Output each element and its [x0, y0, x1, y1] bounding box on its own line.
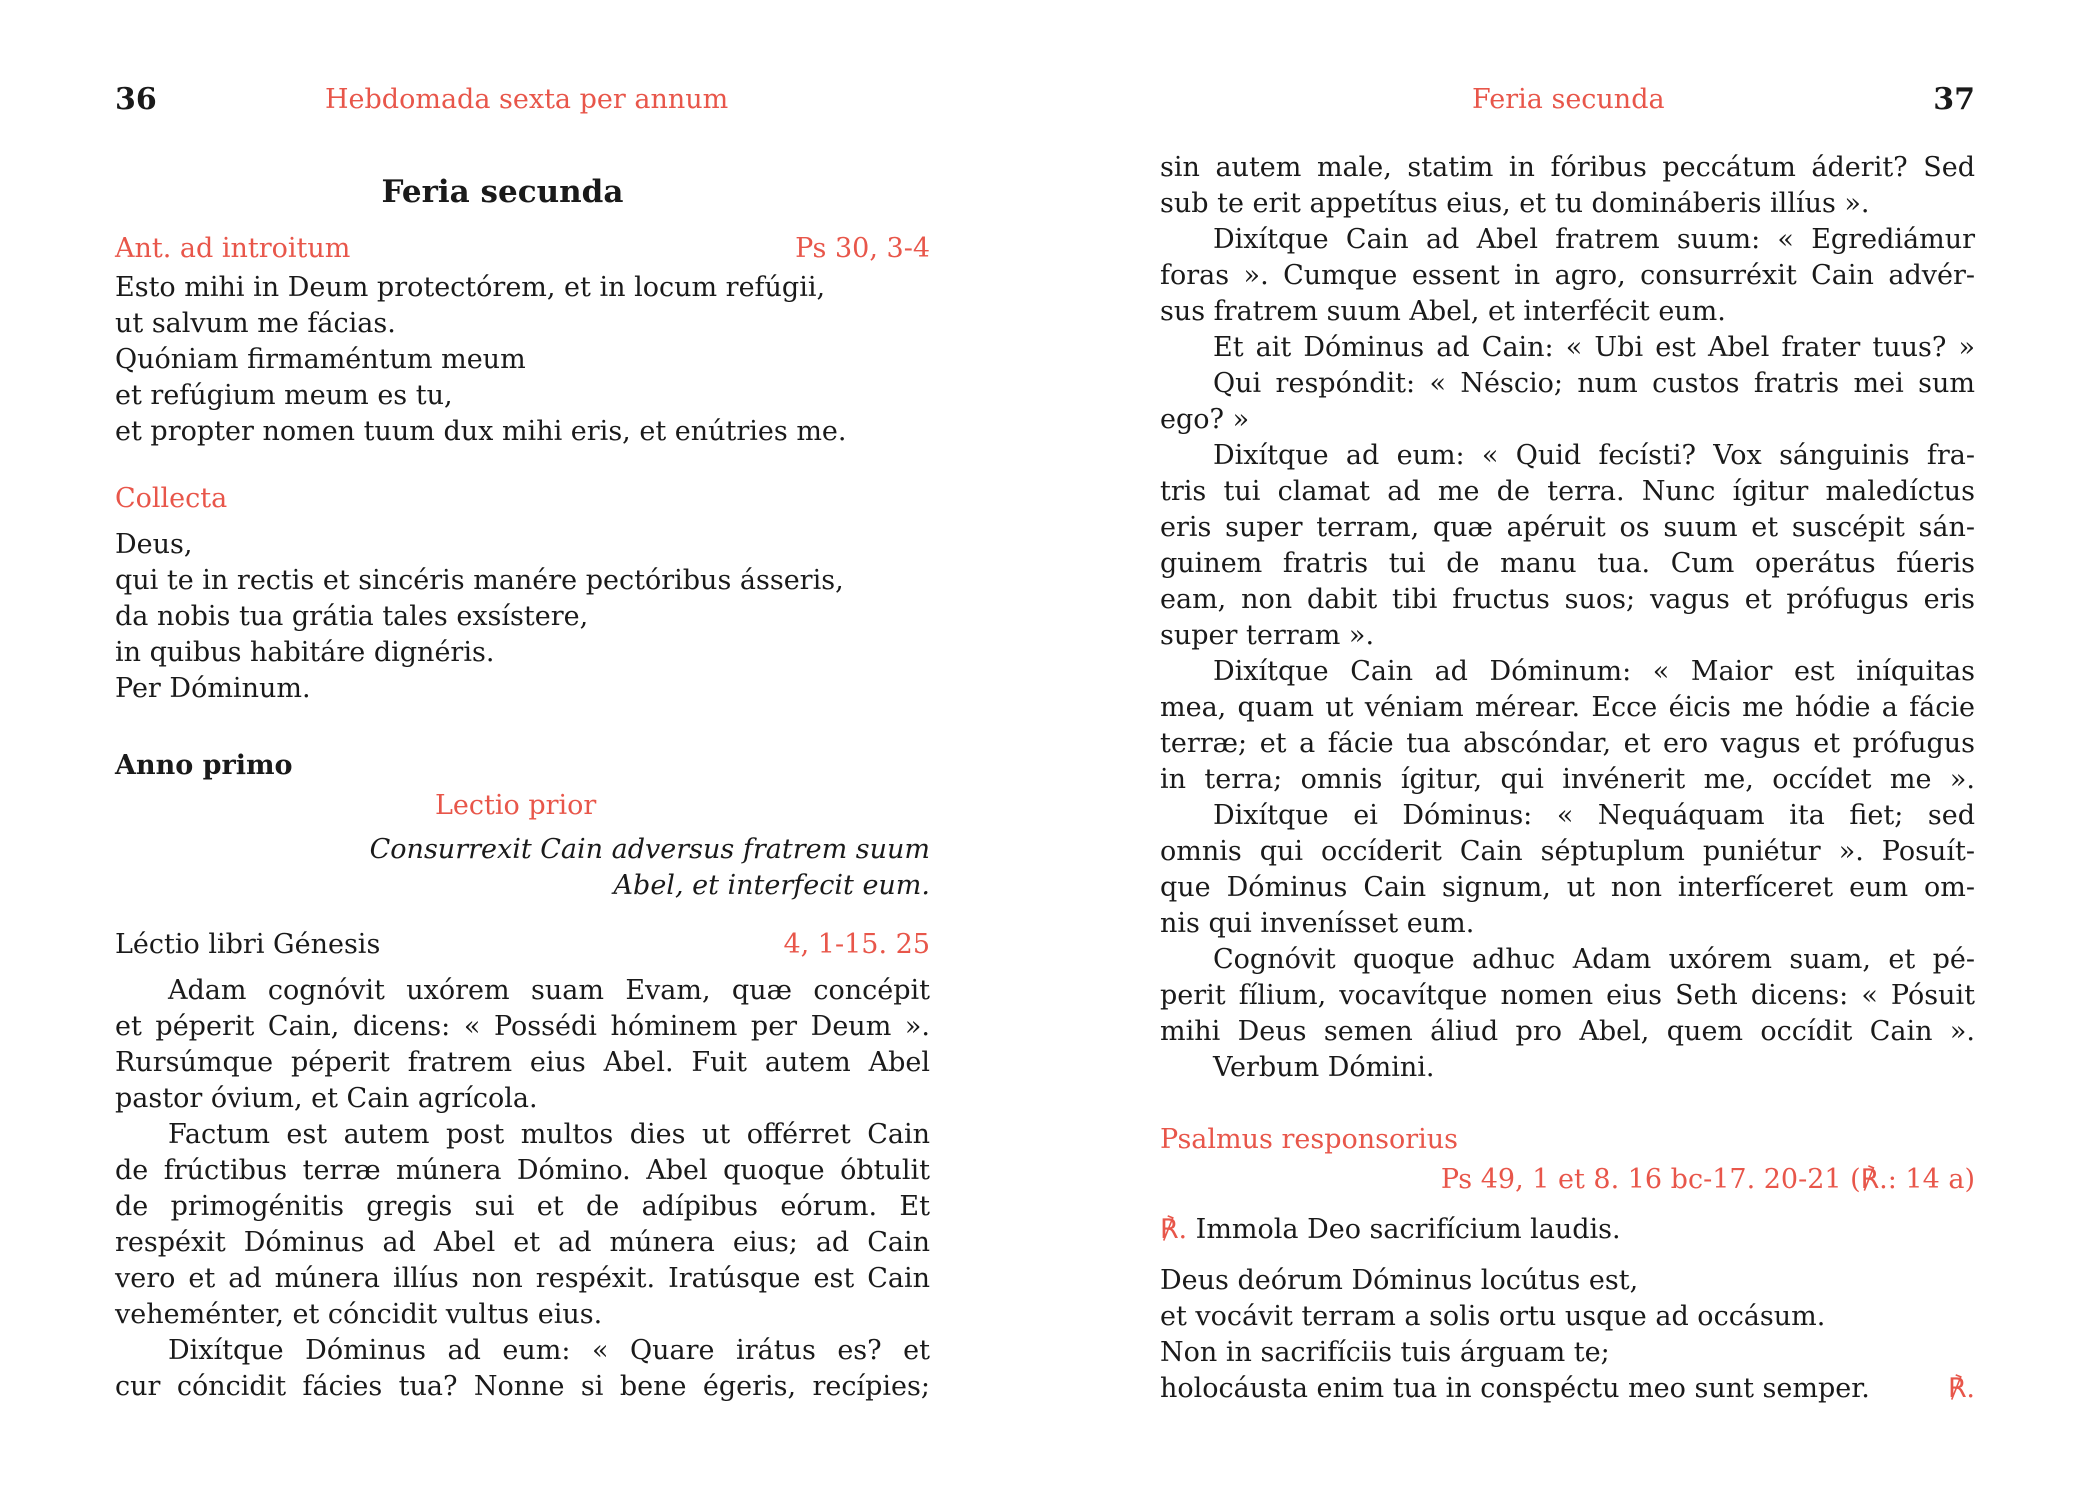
summary-line: Abel, et interfecit eum.: [613, 870, 930, 901]
reading-line: guinem fratris tui de manu tua. Cum operátus fúeris: [1160, 548, 1975, 579]
reading-continuation: [1160, 150, 1975, 1086]
reading-line: Dixítque ei Dóminus: « Nequáquam ita fiet; sed: [1213, 800, 1975, 831]
introit-label: Ant. ad introitum: [115, 233, 351, 264]
right-page-header: [1160, 82, 1975, 122]
reading-line: perit fílium, vocavítque nomen eius Seth dicens: « Pósuit: [1160, 980, 1975, 1011]
reading-line: Et ait Dóminus ad Cain: « Ubi est Abel frater tuus? »: [1213, 332, 1975, 363]
collect-line: qui te in rectis et sincéris manére pectóribus ásseris,: [115, 565, 844, 596]
introit-text: [115, 270, 930, 450]
reading-line: eam, non dabit tibi fructus suos; vagus et prófugus eris: [1160, 584, 1975, 615]
reading-line: Dixítque Cain ad Abel fratrem suum: « Egrediámur: [1213, 224, 1975, 255]
reading-line: Adam cognóvit uxórem suam Evam, quæ concépit: [168, 975, 930, 1006]
reading-line: vero et ad múnera illíus non respéxit. Iratúsque est Cain: [115, 1263, 930, 1294]
reading-heading: [115, 927, 930, 963]
reading-line: tris tui clamat ad me de terra. Nunc ígitur maledíctus: [1160, 476, 1975, 507]
reading-text: [115, 973, 930, 1405]
reading-line: eris super terram, quæ apéruit os suum et suscépit sán-: [1160, 512, 1975, 543]
page-number: 36: [115, 82, 157, 117]
introit-reference: Ps 30, 3-4: [795, 233, 930, 264]
reading-line: Rursúmque péperit fratrem eius Abel. Fuit autem Abel: [115, 1047, 930, 1078]
psalm-last-line: [1160, 1371, 1975, 1407]
collect-label: Collecta: [115, 483, 228, 514]
reading-line: Dixítque Cain ad Dóminum: « Maior est iníquitas: [1213, 656, 1975, 687]
reading-line: super terram ».: [1160, 620, 1375, 651]
reading-line: respéxit Dóminus ad Abel et ad múnera eius; ad Cain: [115, 1227, 930, 1258]
psalm-line: Non in sacrifíciis tuis árguam te;: [1160, 1337, 1610, 1368]
psalm-verses: [1160, 1263, 1975, 1407]
reading-summary: [115, 832, 930, 904]
reading-line: mihi Deus semen áliud pro Abel, quem occídit Cain ».: [1160, 1016, 1975, 1047]
response-text: Immola Deo sacrifícium laudis.: [1195, 1214, 1621, 1245]
introit-line: et propter nomen tuum dux mihi eris, et enútries me.: [115, 416, 847, 447]
day-title: Feria secunda: [381, 174, 624, 210]
psalm-response: [1160, 1212, 1975, 1248]
book-title: Léctio libri Génesis: [115, 929, 381, 960]
introit-line: Quóniam firmaméntum meum: [115, 344, 526, 375]
introit-line: et refúgium meum es tu,: [115, 380, 453, 411]
reading-line: Dixítque ad eum: « Quid fecísti? Vox sánguinis fra-: [1213, 440, 1975, 471]
reading-line: in terra; omnis ígitur, qui invénerit me, occídet me ».: [1160, 764, 1975, 795]
running-head: Hebdomada sexta per annum: [325, 84, 729, 115]
reading-line: Cognóvit quoque adhuc Adam uxórem suam, et pé-: [1213, 944, 1975, 975]
reading-line: omnis qui occíderit Cain séptuplum puniétur ». Posuít-: [1160, 836, 1975, 867]
reading-line: Dixítque Dóminus ad eum: « Quare irátus es? et: [168, 1335, 930, 1366]
reading-line: Qui respóndit: « Néscio; num custos fratris mei sum: [1213, 368, 1975, 399]
running-head: Feria secunda: [1472, 84, 1665, 115]
page-number: 37: [1933, 82, 1975, 117]
introit-line: Esto mihi in Deum protectórem, et in locum refúgii,: [115, 272, 826, 303]
collect-line: Deus,: [115, 529, 193, 560]
reading-line: sus fratrem suum Abel, et interfécit eum.: [1160, 296, 1726, 327]
reading-line: veheménter, et cóncidit vultus eius.: [115, 1299, 603, 1330]
response-symbol: ℟.: [1947, 1373, 1975, 1404]
reading-line: pastor óvium, et Cain agrícola.: [115, 1083, 538, 1114]
book-reference: 4, 1-15. 25: [783, 929, 930, 960]
reading-line: sin autem male, statim in fóribus peccátum áderit? Sed: [1160, 152, 1975, 183]
year-label: Anno primo: [115, 750, 293, 781]
left-page-header: [115, 82, 930, 122]
summary-line: Consurrexit Cain adversus fratrem suum: [369, 834, 930, 865]
reading-label: Lectio prior: [435, 790, 597, 821]
reading-line: mea, quam ut véniam mérear. Ecce éicis me hódie a fácie: [1160, 692, 1975, 723]
reading-line: sub te erit appetítus eius, et tu domináberis illíus ».: [1160, 188, 1870, 219]
reading-line: de primogénitis gregis sui et de adípibus eórum. Et: [115, 1191, 930, 1222]
reading-line: que Dóminus Cain signum, ut non interfíceret eum om-: [1160, 872, 1975, 903]
reading-line: ego? »: [1160, 404, 1250, 435]
reading-line: nis qui invenísset eum.: [1160, 908, 1475, 939]
right-page: [1160, 0, 1975, 1500]
psalm-line: Deus deórum Dóminus locútus est,: [1160, 1265, 1639, 1296]
verbum-domini: Verbum Dómini.: [1213, 1052, 1435, 1083]
psalm-label: Psalmus responsorius: [1160, 1124, 1459, 1155]
collect-line: in quibus habitáre dignéris.: [115, 637, 495, 668]
psalm-reference: Ps 49, 1 et 8. 16 bc-17. 20-21 (℟.: 14 a): [1440, 1164, 1975, 1195]
collect-line: da nobis tua grátia tales exsístere,: [115, 601, 589, 632]
response-symbol: ℟.: [1160, 1214, 1188, 1245]
psalm-line: et vocávit terram a solis ortu usque ad occásum.: [1160, 1301, 1826, 1332]
psalm-line: holocáusta enim tua in conspéctu meo sunt semper.: [1160, 1373, 1870, 1404]
reading-line: de frúctibus terræ múnera Dómino. Abel quoque óbtulit: [115, 1155, 930, 1186]
collect-line: Per Dóminum.: [115, 673, 311, 704]
introit-line: ut salvum me fácias.: [115, 308, 396, 339]
reading-line: cur cóncidit fácies tua? Nonne si bene égeris, recípies;: [115, 1371, 930, 1402]
reading-line: Factum est autem post multos dies ut offérret Cain: [168, 1119, 930, 1150]
reading-line: terræ; et a fácie tua abscóndar, et ero vagus et prófugus: [1160, 728, 1975, 759]
reading-line: et péperit Cain, dicens: « Possédi hóminem per Deum ».: [115, 1011, 930, 1042]
reading-line: foras ». Cumque essent in agro, consurréxit Cain advér-: [1160, 260, 1975, 291]
left-page: [115, 0, 930, 1500]
introit-heading: [115, 231, 930, 267]
collect-text: [115, 527, 930, 707]
